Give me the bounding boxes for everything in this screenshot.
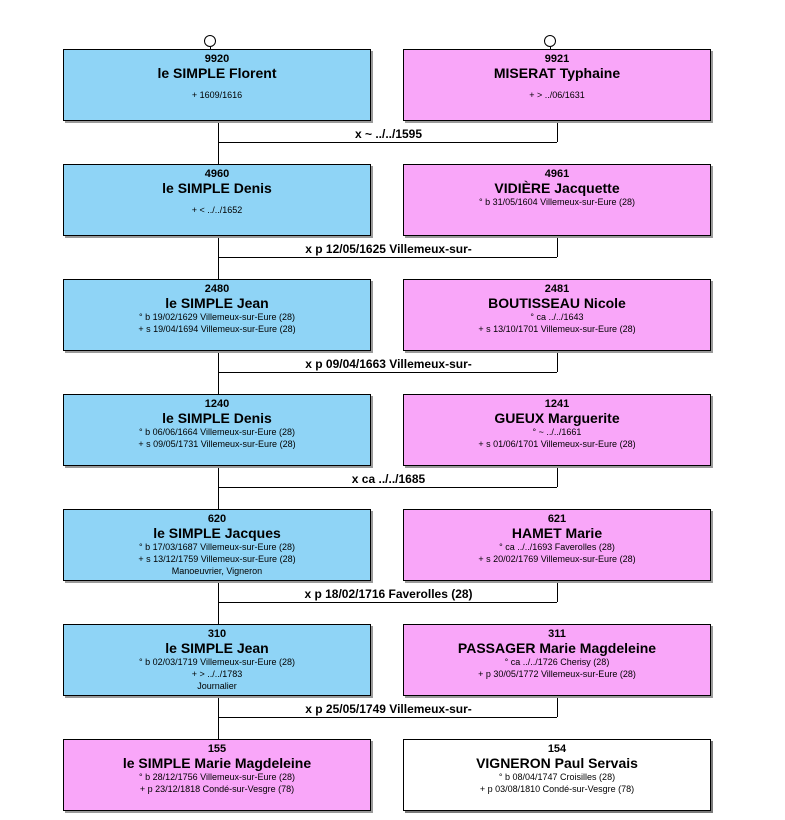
person-name: le SIMPLE Marie Magdeleine xyxy=(122,755,312,771)
person-event: + > ../06/1631 xyxy=(529,90,585,100)
person-event: ° b 02/03/1719 Villemeux-sur-Eure (28) xyxy=(138,657,295,667)
person-event: ° ca ../../1643 xyxy=(530,312,584,322)
sosa-number: 9921 xyxy=(544,53,570,65)
person-name: GUEUX Marguerite xyxy=(494,410,620,426)
sosa-number: 2481 xyxy=(544,283,570,295)
person-box-right[interactable] xyxy=(403,279,711,351)
person-name: le SIMPLE Florent xyxy=(157,65,277,81)
marriage-label: x p 12/05/1625 Villemeux-sur- xyxy=(305,242,472,256)
person-box-left[interactable] xyxy=(63,164,371,236)
person-event xyxy=(64,196,370,204)
person-name: VIGNERON Paul Servais xyxy=(476,755,638,771)
continuation-circle-left[interactable] xyxy=(204,35,216,47)
person-name: le SIMPLE Jacques xyxy=(153,525,281,541)
marriage-line xyxy=(218,602,557,603)
marriage-line xyxy=(218,372,557,373)
marriage-label: x p 09/04/1663 Villemeux-sur- xyxy=(305,357,472,371)
sosa-number: 4961 xyxy=(544,168,570,180)
person-event xyxy=(404,81,710,89)
person-event: + s 01/06/1701 Villemeux-sur-Eure (28) xyxy=(478,439,636,449)
marriage-line xyxy=(218,487,557,488)
sosa-number: 621 xyxy=(547,513,567,525)
sosa-number: 155 xyxy=(207,743,227,755)
sosa-number: 311 xyxy=(548,628,566,640)
sosa-number: 9920 xyxy=(204,53,230,65)
person-event: ° b 08/04/1747 Croisilles (28) xyxy=(498,772,616,782)
person-box-left[interactable] xyxy=(63,49,371,121)
person-event: ° b 31/05/1604 Villemeux-sur-Eure (28) xyxy=(478,197,635,207)
marriage-label: x ~ ../../1595 xyxy=(354,127,423,141)
sosa-number: 2480 xyxy=(204,283,230,295)
person-event xyxy=(64,81,370,89)
person-event: + p 23/12/1818 Condé-sur-Vesgre (78) xyxy=(139,784,295,794)
sosa-number: 4960 xyxy=(204,168,230,180)
person-event: + > ../../1783 xyxy=(191,669,243,679)
marriage-line xyxy=(218,142,557,143)
sosa-number: 620 xyxy=(207,513,227,525)
sosa-number: 1241 xyxy=(544,398,570,410)
person-event: + s 09/05/1731 Villemeux-sur-Eure (28) xyxy=(138,439,296,449)
person-box-right[interactable] xyxy=(403,509,711,581)
person-name: MISERAT Typhaine xyxy=(493,65,621,81)
person-box-right[interactable] xyxy=(403,739,711,811)
person-box-left[interactable] xyxy=(63,739,371,811)
marriage-line xyxy=(218,257,557,258)
person-event: Journalier xyxy=(197,681,237,691)
marriage-label: x p 18/02/1716 Faverolles (28) xyxy=(304,587,473,601)
person-event: ° b 28/12/1756 Villemeux-sur-Eure (28) xyxy=(138,772,295,782)
person-box-left[interactable] xyxy=(63,394,371,466)
person-event: + s 13/10/1701 Villemeux-sur-Eure (28) xyxy=(478,324,636,334)
marriage-label: x ca ../../1685 xyxy=(351,472,426,486)
person-event: + p 03/08/1810 Condé-sur-Vesgre (78) xyxy=(479,784,635,794)
person-name: le SIMPLE Denis xyxy=(162,180,272,196)
person-name: HAMET Marie xyxy=(511,525,603,541)
person-name: BOUTISSEAU Nicole xyxy=(488,295,626,311)
person-box-left[interactable] xyxy=(63,624,371,696)
sosa-number: 1240 xyxy=(204,398,230,410)
person-event: ° ca ../../1693 Faverolles (28) xyxy=(499,542,615,552)
person-name: le SIMPLE Jean xyxy=(165,640,269,656)
person-event: ° ~ ../../1661 xyxy=(532,427,582,437)
person-box-right[interactable] xyxy=(403,49,711,121)
marriage-label: x p 25/05/1749 Villemeux-sur- xyxy=(305,702,472,716)
sosa-number: 154 xyxy=(547,743,567,755)
person-box-left[interactable] xyxy=(63,279,371,351)
person-event: ° b 19/02/1629 Villemeux-sur-Eure (28) xyxy=(138,312,295,322)
person-event: + p 30/05/1772 Villemeux-sur-Eure (28) xyxy=(478,669,636,679)
person-event: + 1609/1616 xyxy=(191,90,243,100)
person-event: + s 13/12/1759 Villemeux-sur-Eure (28) xyxy=(138,554,296,564)
person-event: Manoeuvrier, Vigneron xyxy=(171,566,263,576)
person-box-left[interactable] xyxy=(63,509,371,581)
person-event: + s 20/02/1769 Villemeux-sur-Eure (28) xyxy=(478,554,636,564)
person-box-right[interactable] xyxy=(403,394,711,466)
person-name: VIDIÈRE Jacquette xyxy=(494,180,620,196)
person-event: ° b 06/06/1664 Villemeux-sur-Eure (28) xyxy=(138,427,295,437)
person-box-right[interactable] xyxy=(403,164,711,236)
person-event: + < ../../1652 xyxy=(191,205,243,215)
person-event: ° b 17/03/1687 Villemeux-sur-Eure (28) xyxy=(138,542,295,552)
person-event: ° ca ../../1726 Cherisy (28) xyxy=(504,657,610,667)
continuation-circle-right[interactable] xyxy=(544,35,556,47)
marriage-line xyxy=(218,717,557,718)
sosa-number: 310 xyxy=(207,628,227,640)
person-name: le SIMPLE Denis xyxy=(162,410,272,426)
person-box-right[interactable] xyxy=(403,624,711,696)
person-event: + s 19/04/1694 Villemeux-sur-Eure (28) xyxy=(138,324,296,334)
person-name: le SIMPLE Jean xyxy=(165,295,269,311)
person-name: PASSAGER Marie Magdeleine xyxy=(457,640,657,656)
